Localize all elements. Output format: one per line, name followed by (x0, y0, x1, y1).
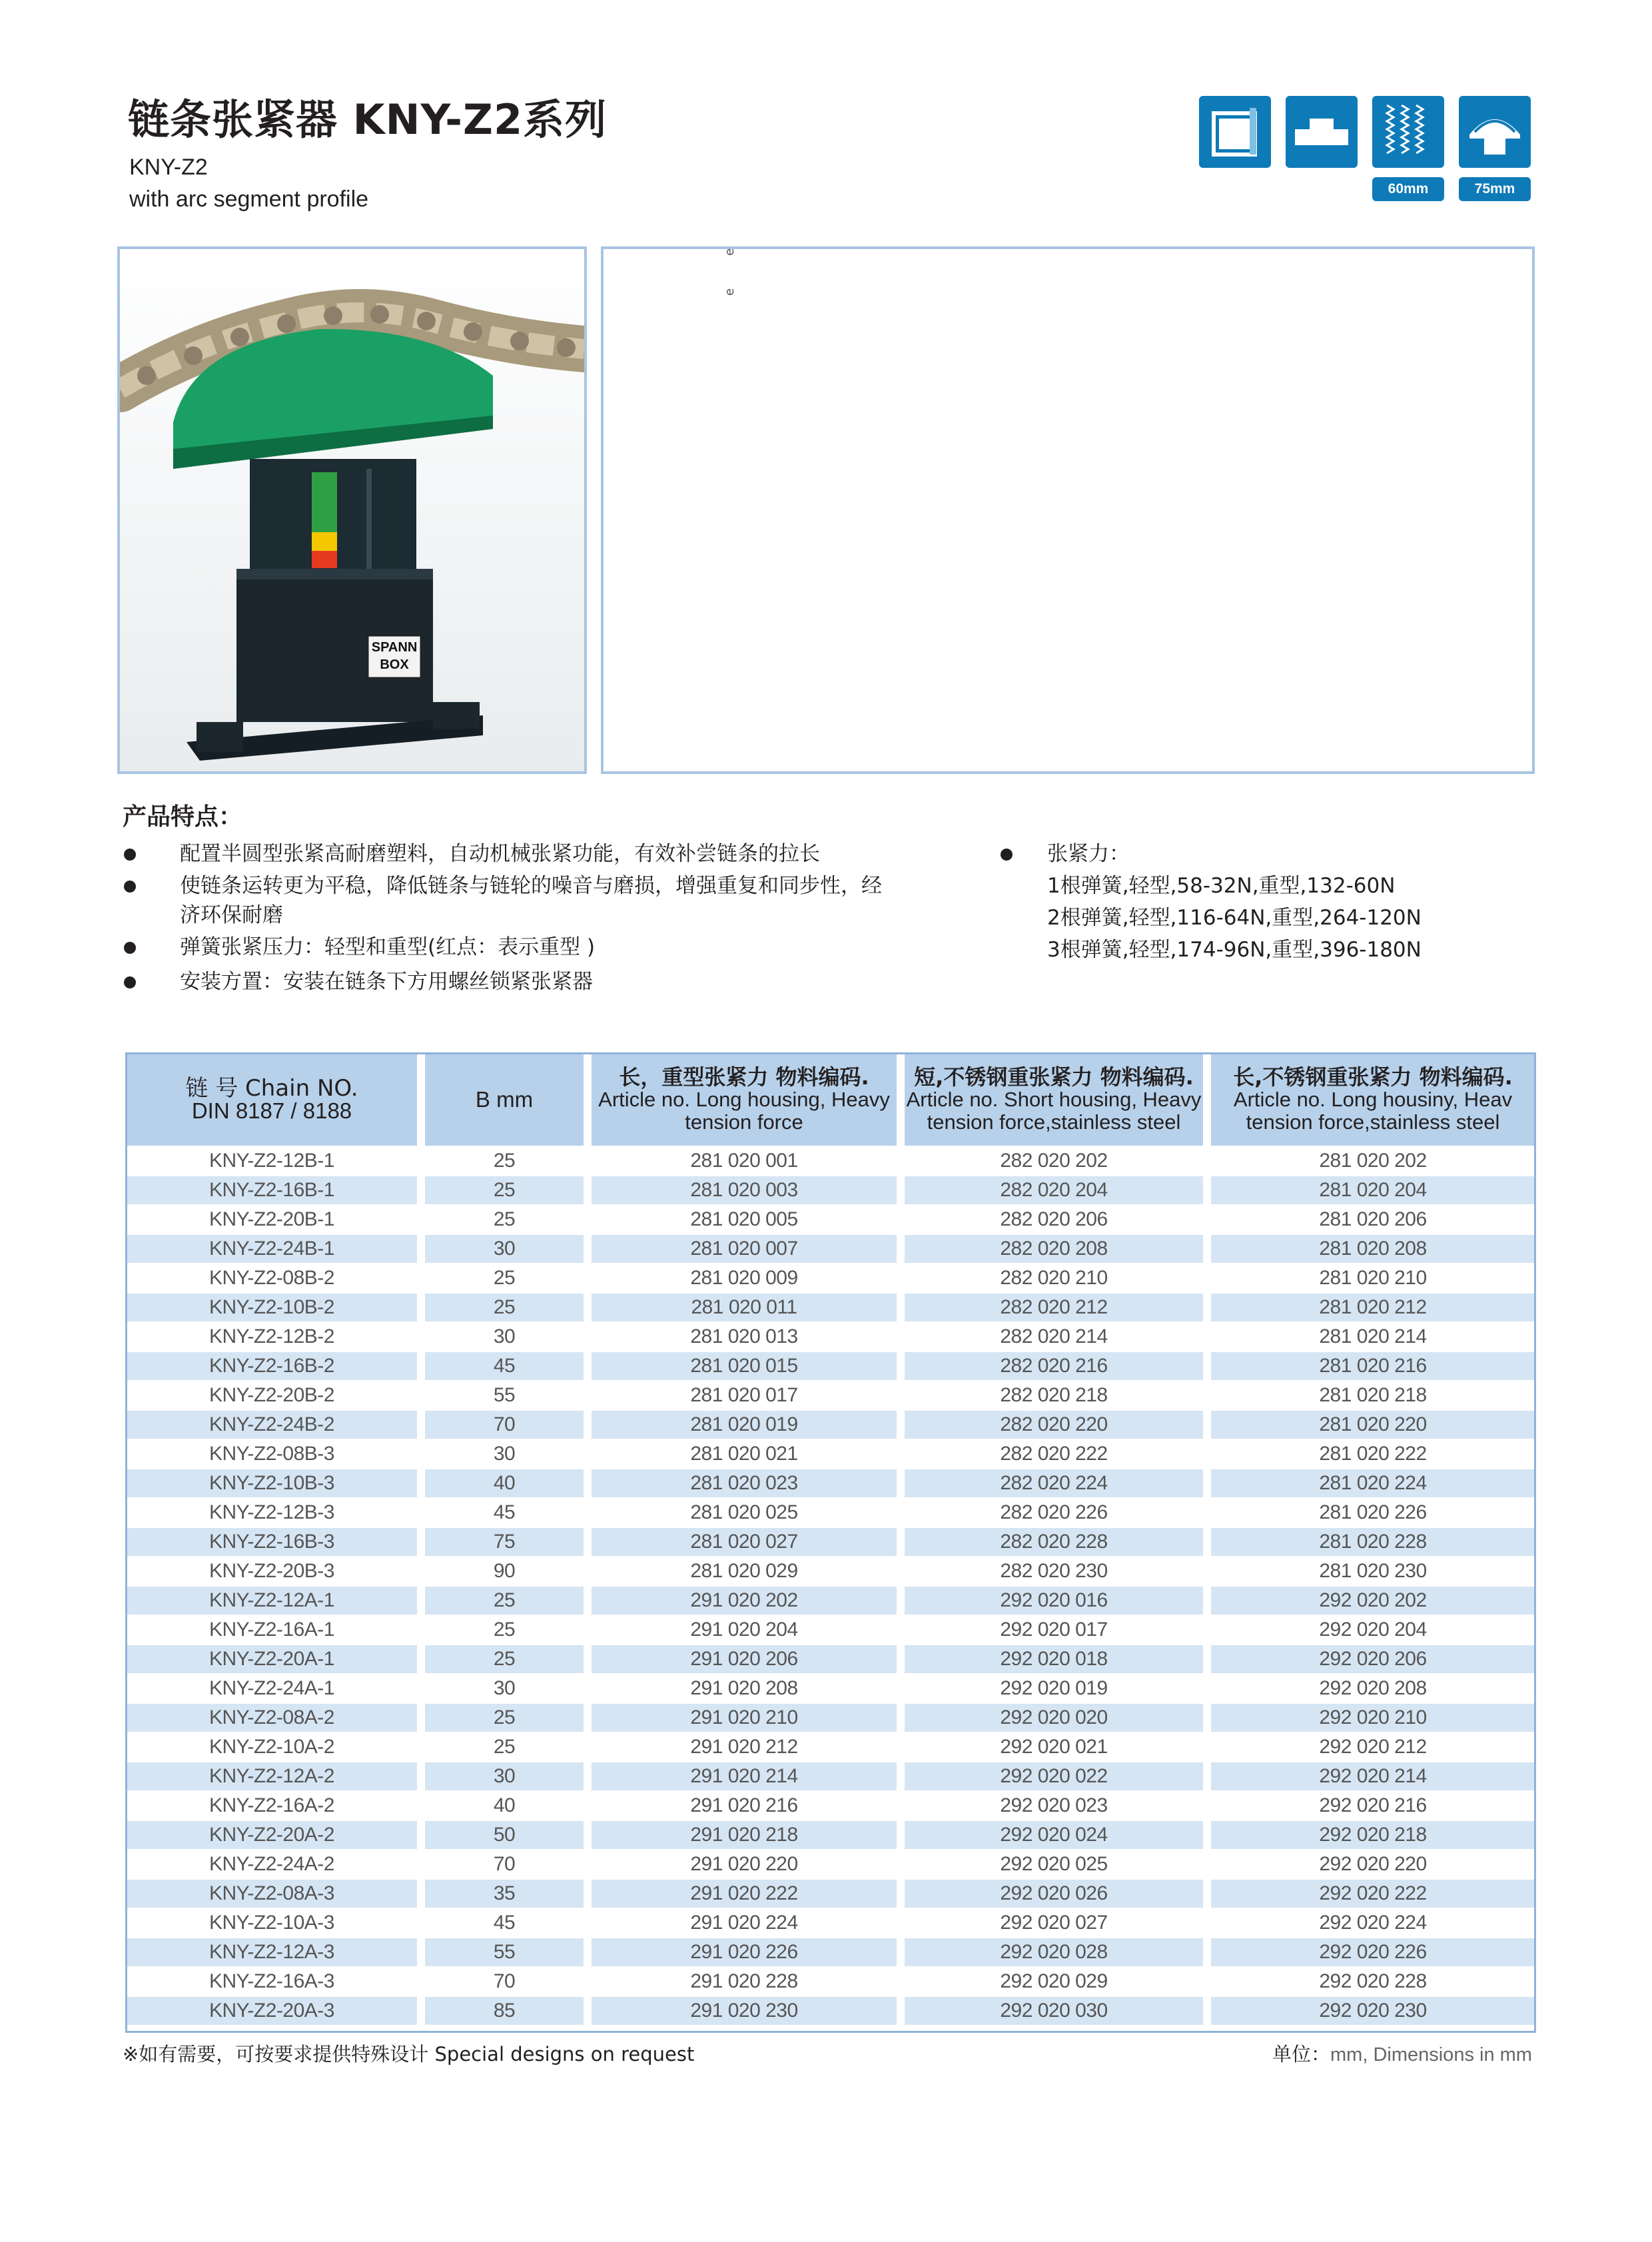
header-short-stainless-zh: 短,不锈钢重张紧力 物料编码. (914, 1064, 1194, 1090)
chain-no-cell: KNY-Z2-12B-2 (127, 1321, 425, 1351)
bullet-icon (124, 881, 136, 893)
long-heavy-cell: 281 020 021 (592, 1439, 905, 1468)
chain-no-cell: KNY-Z2-20A-2 (127, 1820, 425, 1849)
short-stainless-cell: 282 020 208 (905, 1234, 1211, 1263)
header-long-heavy (592, 1054, 905, 1146)
b-mm-cell: 45 (425, 1497, 592, 1527)
b-mm-cell: 35 (425, 1878, 592, 1908)
long-stainless-cell: 292 020 222 (1211, 1878, 1535, 1908)
header-chain-no-sub: DIN 8187 / 8188 (191, 1098, 352, 1123)
b-mm-cell: 30 (425, 1761, 592, 1790)
short-stainless-cell: 282 020 216 (905, 1351, 1211, 1380)
long-stainless-cell: 292 020 224 (1211, 1908, 1535, 1937)
long-heavy-cell: 281 020 007 (592, 1234, 905, 1263)
bullet-icon (1001, 849, 1013, 861)
b-mm-cell: 30 (425, 1321, 592, 1351)
long-stainless-cell: 292 020 216 (1211, 1790, 1535, 1820)
short-stainless-cell: 282 020 202 (905, 1146, 1211, 1175)
table-row (127, 1996, 1535, 2025)
chain-no-cell: KNY-Z2-08A-3 (127, 1878, 425, 1908)
drawing-mark: e (723, 288, 737, 296)
long-heavy-cell: 291 020 210 (592, 1702, 905, 1732)
table-row (127, 1468, 1535, 1497)
housing-icon (1199, 96, 1271, 168)
long-heavy-cell: 281 020 013 (592, 1321, 905, 1351)
bullet-icon (124, 849, 136, 861)
b-mm-cell: 50 (425, 1820, 592, 1849)
page-title: 链条张紧器 KNY-Z2系列 (128, 95, 608, 144)
b-mm-cell: 70 (425, 1409, 592, 1439)
long-stainless-cell: 281 020 204 (1211, 1175, 1535, 1204)
model-name: KNY-Z2 (129, 155, 208, 180)
long-heavy-cell: 281 020 027 (592, 1527, 905, 1556)
table-row (127, 1351, 1535, 1380)
table-row (127, 1820, 1535, 1849)
table-row (127, 1321, 1535, 1351)
short-stainless-cell: 292 020 018 (905, 1644, 1211, 1673)
long-heavy-cell: 281 020 003 (592, 1175, 905, 1204)
short-stainless-cell: 292 020 022 (905, 1761, 1211, 1790)
table-row (127, 1702, 1535, 1732)
table-row (127, 1878, 1535, 1908)
long-heavy-cell: 281 020 023 (592, 1468, 905, 1497)
short-stainless-cell: 292 020 021 (905, 1732, 1211, 1761)
tension-force-line: 2根弹簧,轻型,116-64N,重型,264-120N (1047, 906, 1422, 930)
long-heavy-cell: 281 020 009 (592, 1263, 905, 1292)
table-row (127, 1527, 1535, 1556)
table-row (127, 1966, 1535, 1996)
arc-profile-icon (1459, 96, 1531, 168)
long-heavy-cell: 291 020 204 (592, 1615, 905, 1644)
short-stainless-cell: 282 020 222 (905, 1439, 1211, 1468)
long-stainless-cell: 292 020 208 (1211, 1673, 1535, 1702)
b-mm-cell: 70 (425, 1849, 592, 1878)
long-stainless-cell: 281 020 216 (1211, 1351, 1535, 1380)
long-heavy-cell: 281 020 005 (592, 1204, 905, 1234)
long-heavy-cell: 291 020 228 (592, 1966, 905, 1996)
chain-no-cell: KNY-Z2-10B-3 (127, 1468, 425, 1497)
chain-no-cell: KNY-Z2-12A-2 (127, 1761, 425, 1790)
long-stainless-cell: 281 020 228 (1211, 1527, 1535, 1556)
long-heavy-cell: 281 020 017 (592, 1380, 905, 1409)
tension-force-line: 3根弹簧,轻型,174-96N,重型,396-180N (1047, 938, 1422, 962)
long-heavy-cell: 281 020 015 (592, 1351, 905, 1380)
b-mm-cell: 90 (425, 1556, 592, 1585)
long-heavy-cell: 291 020 206 (592, 1644, 905, 1673)
b-mm-cell: 70 (425, 1966, 592, 1996)
profile-description: with arc segment profile (129, 187, 369, 212)
table-row (127, 1790, 1535, 1820)
b-mm-cell: 85 (425, 1996, 592, 2025)
chain-no-cell: KNY-Z2-20B-3 (127, 1556, 425, 1585)
header-short-stainless (905, 1054, 1211, 1146)
chain-no-cell: KNY-Z2-12A-3 (127, 1937, 425, 1966)
chain-no-cell: KNY-Z2-12B-1 (127, 1146, 425, 1175)
short-stainless-cell: 292 020 019 (905, 1673, 1211, 1702)
b-mm-cell: 25 (425, 1263, 592, 1292)
long-stainless-cell: 281 020 210 (1211, 1263, 1535, 1292)
long-stainless-cell: 281 020 214 (1211, 1321, 1535, 1351)
header-chain-no-title: 链 号 Chain NO. (185, 1074, 358, 1102)
table-row (127, 1849, 1535, 1878)
header-chain-no (127, 1054, 425, 1146)
long-stainless-cell: 281 020 212 (1211, 1292, 1535, 1321)
long-stainless-cell: 292 020 214 (1211, 1761, 1535, 1790)
header-long-stainless (1211, 1054, 1535, 1146)
b-mm-cell: 25 (425, 1615, 592, 1644)
b-mm-cell: 25 (425, 1146, 592, 1175)
table-body (127, 1146, 1535, 2025)
long-stainless-cell: 281 020 208 (1211, 1234, 1535, 1263)
unit-label-en: mm, Dimensions in mm (1330, 2044, 1532, 2065)
b-mm-cell: 75 (425, 1527, 592, 1556)
table-row (127, 1644, 1535, 1673)
spring-size-label: 60mm (1372, 177, 1444, 201)
long-heavy-cell: 281 020 025 (592, 1497, 905, 1527)
drawing-mark: e (723, 248, 737, 256)
long-stainless-cell: 292 020 226 (1211, 1937, 1535, 1966)
b-mm-cell: 30 (425, 1234, 592, 1263)
b-mm-cell: 25 (425, 1644, 592, 1673)
b-mm-cell: 40 (425, 1790, 592, 1820)
table-row (127, 1761, 1535, 1790)
chain-no-cell: KNY-Z2-12A-1 (127, 1585, 425, 1615)
short-stainless-cell: 282 020 220 (905, 1409, 1211, 1439)
chain-no-cell: KNY-Z2-16A-1 (127, 1615, 425, 1644)
chain-no-cell: KNY-Z2-24B-1 (127, 1234, 425, 1263)
chain-no-cell: KNY-Z2-24A-1 (127, 1673, 425, 1702)
spring-icon (1372, 96, 1444, 168)
long-stainless-cell: 281 020 218 (1211, 1380, 1535, 1409)
chain-no-cell: KNY-Z2-20A-3 (127, 1996, 425, 2025)
chain-no-cell: KNY-Z2-16B-1 (127, 1175, 425, 1204)
table-row (127, 1937, 1535, 1966)
brand-label-line1: SPANN (371, 640, 418, 655)
chain-no-cell: KNY-Z2-20A-1 (127, 1644, 425, 1673)
short-stainless-cell: 282 020 206 (905, 1204, 1211, 1234)
table-row (127, 1439, 1535, 1468)
long-heavy-cell: 291 020 212 (592, 1732, 905, 1761)
table-row (127, 1732, 1535, 1761)
chain-no-cell: KNY-Z2-10A-3 (127, 1908, 425, 1937)
arc-size-label: 75mm (1459, 177, 1531, 201)
chain-no-cell: KNY-Z2-12B-3 (127, 1497, 425, 1527)
table-row (127, 1263, 1535, 1292)
table-row (127, 1497, 1535, 1527)
b-mm-cell: 45 (425, 1351, 592, 1380)
tension-force-line: 1根弹簧,轻型,58-32N,重型,132-60N (1047, 874, 1396, 898)
header-long-heavy-en: Article no. Long housing, Heavy tension force (598, 1088, 890, 1134)
short-stainless-cell: 282 020 228 (905, 1527, 1211, 1556)
chain-no-cell: KNY-Z2-10A-2 (127, 1732, 425, 1761)
chain-no-cell: KNY-Z2-24A-2 (127, 1849, 425, 1878)
long-heavy-cell: 291 020 202 (592, 1585, 905, 1615)
short-stainless-cell: 292 020 025 (905, 1849, 1211, 1878)
b-mm-cell: 25 (425, 1585, 592, 1615)
long-heavy-cell: 281 020 029 (592, 1556, 905, 1585)
short-stainless-cell: 282 020 230 (905, 1556, 1211, 1585)
chain-no-cell: KNY-Z2-24B-2 (127, 1409, 425, 1439)
long-heavy-cell: 291 020 216 (592, 1790, 905, 1820)
long-stainless-cell: 281 020 202 (1211, 1146, 1535, 1175)
short-stainless-cell: 292 020 017 (905, 1615, 1211, 1644)
long-stainless-cell: 292 020 206 (1211, 1644, 1535, 1673)
chain-no-cell: KNY-Z2-10B-2 (127, 1292, 425, 1321)
long-stainless-cell: 281 020 230 (1211, 1556, 1535, 1585)
b-mm-cell: 25 (425, 1292, 592, 1321)
long-heavy-cell: 281 020 001 (592, 1146, 905, 1175)
table-row (127, 1615, 1535, 1644)
table-row (127, 1204, 1535, 1234)
short-stainless-cell: 292 020 020 (905, 1702, 1211, 1732)
b-mm-cell: 45 (425, 1908, 592, 1937)
profile-icon (1286, 96, 1358, 168)
long-stainless-cell: 281 020 226 (1211, 1497, 1535, 1527)
short-stainless-cell: 292 020 027 (905, 1908, 1211, 1937)
b-mm-cell: 55 (425, 1380, 592, 1409)
b-mm-cell: 55 (425, 1937, 592, 1966)
spec-table (127, 1054, 1535, 2025)
short-stainless-cell: 292 020 028 (905, 1937, 1211, 1966)
footnote: ※如有需要，可按要求提供特殊设计 Special designs on request (123, 2043, 695, 2065)
long-heavy-cell: 291 020 226 (592, 1937, 905, 1966)
bullet-icon (124, 976, 136, 988)
table-row (127, 1908, 1535, 1937)
long-stainless-cell: 281 020 220 (1211, 1409, 1535, 1439)
product-photo (117, 246, 587, 774)
long-stainless-cell: 281 020 224 (1211, 1468, 1535, 1497)
short-stainless-cell: 282 020 214 (905, 1321, 1211, 1351)
chain-no-cell: KNY-Z2-20B-1 (127, 1204, 425, 1234)
long-stainless-cell: 292 020 204 (1211, 1615, 1535, 1644)
long-stainless-cell: 292 020 202 (1211, 1585, 1535, 1615)
b-mm-cell: 25 (425, 1175, 592, 1204)
technical-drawing-frame (601, 246, 1535, 774)
long-heavy-cell: 291 020 222 (592, 1878, 905, 1908)
short-stainless-cell: 282 020 224 (905, 1468, 1211, 1497)
table-header-row (127, 1054, 1535, 1146)
table-row (127, 1146, 1535, 1175)
header-long-stainless-en: Article no. Long housiny, Heav tension force,stainless steel (1233, 1088, 1513, 1134)
long-stainless-cell: 281 020 206 (1211, 1204, 1535, 1234)
table-row (127, 1234, 1535, 1263)
b-mm-cell: 30 (425, 1673, 592, 1702)
brand-label-line2: BOX (380, 657, 409, 672)
table-row (127, 1556, 1535, 1585)
long-heavy-cell: 291 020 218 (592, 1820, 905, 1849)
unit-note (1272, 2040, 1532, 2067)
long-stainless-cell: 292 020 212 (1211, 1732, 1535, 1761)
feature-item: 使链条运转更为平稳，降低链条与链轮的噪音与磨损，增强重复和同步性，经济环保耐磨 (180, 874, 882, 927)
long-heavy-cell: 281 020 019 (592, 1409, 905, 1439)
b-mm-cell: 25 (425, 1702, 592, 1732)
long-heavy-cell: 281 020 011 (592, 1292, 905, 1321)
table-row (127, 1380, 1535, 1409)
short-stainless-cell: 282 020 226 (905, 1497, 1211, 1527)
features-heading: 产品特点： (123, 803, 243, 831)
long-stainless-cell: 292 020 218 (1211, 1820, 1535, 1849)
short-stainless-cell: 282 020 212 (905, 1292, 1211, 1321)
chain-no-cell: KNY-Z2-08A-2 (127, 1702, 425, 1732)
long-stainless-cell: 292 020 230 (1211, 1996, 1535, 2025)
long-stainless-cell: 292 020 228 (1211, 1966, 1535, 1996)
table-row (127, 1409, 1535, 1439)
table-row (127, 1585, 1535, 1615)
long-stainless-cell: 292 020 220 (1211, 1849, 1535, 1878)
short-stainless-cell: 292 020 023 (905, 1790, 1211, 1820)
short-stainless-cell: 292 020 024 (905, 1820, 1211, 1849)
long-heavy-cell: 291 020 220 (592, 1849, 905, 1878)
short-stainless-cell: 282 020 218 (905, 1380, 1211, 1409)
header-b-mm (425, 1054, 592, 1146)
chain-no-cell: KNY-Z2-16A-2 (127, 1790, 425, 1820)
short-stainless-cell: 292 020 030 (905, 1996, 1211, 2025)
chain-no-cell: KNY-Z2-20B-2 (127, 1380, 425, 1409)
feature-item: 弹簧张紧压力：轻型和重型(红点：表示重型 ) (180, 935, 596, 959)
b-mm-cell: 25 (425, 1732, 592, 1761)
chain-no-cell: KNY-Z2-16B-3 (127, 1527, 425, 1556)
long-heavy-cell: 291 020 208 (592, 1673, 905, 1702)
short-stainless-cell: 282 020 210 (905, 1263, 1211, 1292)
unit-label-zh: 单位： (1272, 2043, 1331, 2065)
header-short-stainless-en: Article no. Short housing, Heavy tension force,stainless steel (906, 1088, 1202, 1134)
chain-no-cell: KNY-Z2-08B-3 (127, 1439, 425, 1468)
header-b-mm-label: B mm (475, 1086, 534, 1112)
table-row (127, 1673, 1535, 1702)
tension-force-title: 张紧力： (1047, 842, 1130, 866)
chain-no-cell: KNY-Z2-16A-3 (127, 1966, 425, 1996)
long-heavy-cell: 291 020 214 (592, 1761, 905, 1790)
short-stainless-cell: 292 020 026 (905, 1878, 1211, 1908)
b-mm-cell: 30 (425, 1439, 592, 1468)
short-stainless-cell: 292 020 029 (905, 1966, 1211, 1996)
b-mm-cell: 40 (425, 1468, 592, 1497)
table-row (127, 1175, 1535, 1204)
short-stainless-cell: 292 020 016 (905, 1585, 1211, 1615)
long-stainless-cell: 281 020 222 (1211, 1439, 1535, 1468)
long-stainless-cell: 292 020 210 (1211, 1702, 1535, 1732)
chain-no-cell: KNY-Z2-08B-2 (127, 1263, 425, 1292)
b-mm-cell: 25 (425, 1204, 592, 1234)
header-long-stainless-zh: 长,不锈钢重张紧力 物料编码. (1233, 1064, 1513, 1090)
chain-no-cell: KNY-Z2-16B-2 (127, 1351, 425, 1380)
long-heavy-cell: 291 020 224 (592, 1908, 905, 1937)
table-row (127, 1292, 1535, 1321)
bullet-icon (124, 942, 136, 954)
feature-item: 配置半圆型张紧高耐磨塑料，自动机械张紧功能，有效补尝链条的拉长 (180, 842, 820, 866)
short-stainless-cell: 282 020 204 (905, 1175, 1211, 1204)
feature-item: 安装方置：安装在链条下方用螺丝锁紧张紧器 (180, 970, 593, 994)
long-heavy-cell: 291 020 230 (592, 1996, 905, 2025)
header-long-heavy-zh: 长，重型张紧力 物料编码. (619, 1064, 869, 1090)
